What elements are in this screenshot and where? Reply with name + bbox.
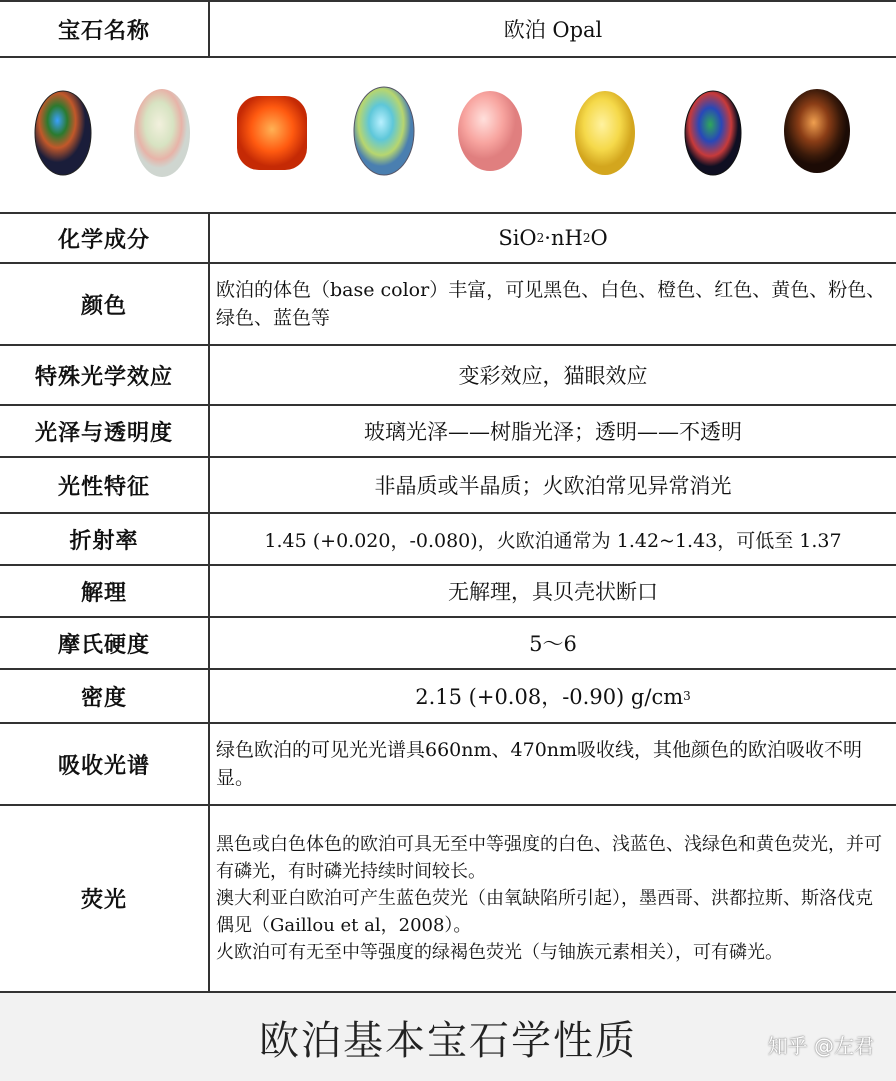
label-hardness: 摩氏硬度 bbox=[0, 618, 210, 668]
row-optic-character bbox=[0, 456, 896, 512]
row-absorption-spectrum bbox=[0, 722, 896, 804]
fluorescence-paragraph-3: 火欧泊可有无至中等强度的绿褐色荧光（与铀族元素相关），可有磷光。 bbox=[216, 942, 783, 963]
value-absorption-spectrum: 绿色欧泊的可见光光谱具660nm、470nm吸收线，其他颜色的欧泊吸收不明显。 bbox=[216, 739, 863, 789]
label-luster: 光泽与透明度 bbox=[0, 406, 210, 456]
value-luster: 玻璃光泽——树脂光泽；透明——不透明 bbox=[364, 420, 742, 444]
row-luster bbox=[0, 404, 896, 456]
watermark-text: 知乎 @左君 bbox=[767, 1034, 874, 1058]
fluorescence-paragraph-1: 黑色或白色体色的欧泊可具无至中等强度的白色、浅蓝色、浅绿色和黄色荧光，并可有磷光，有时磷光持续时间较长。 bbox=[216, 834, 882, 882]
value-optical-effect: 变彩效应，猫眼效应 bbox=[458, 364, 648, 388]
row-fluorescence bbox=[0, 804, 896, 993]
value-chemical: SiO 2 ·nH 2 O bbox=[498, 226, 608, 250]
gem-images-row bbox=[0, 56, 896, 212]
footer-title: 欧泊基本宝石学性质 bbox=[259, 1017, 637, 1064]
value-color: 欧泊的体色（base color）丰富，可见黑色、白色、橙色、红色、黄色、粉色、绿色、蓝色等 bbox=[216, 279, 886, 329]
label-optic-character: 光性特征 bbox=[0, 458, 210, 512]
watermark bbox=[768, 1030, 874, 1059]
crystal-opal-gem bbox=[354, 87, 414, 175]
footer bbox=[0, 993, 896, 1081]
fire-opal-gem bbox=[237, 96, 307, 170]
label-fluorescence: 荧光 bbox=[0, 806, 210, 991]
value-optic-character: 非晶质或半晶质；火欧泊常见异常消光 bbox=[374, 474, 732, 498]
label-refractive-index: 折射率 bbox=[0, 514, 210, 564]
label-chemical: 化学成分 bbox=[0, 214, 210, 262]
yellow-opal-gem bbox=[575, 91, 635, 175]
white-opal-gem bbox=[134, 89, 190, 177]
value-cleavage: 无解理，具贝壳状断口 bbox=[448, 580, 658, 604]
row-cleavage bbox=[0, 564, 896, 616]
row-gem-name bbox=[0, 0, 896, 56]
row-optical-effect bbox=[0, 344, 896, 404]
row-refractive-index bbox=[0, 512, 896, 564]
gem-images bbox=[0, 58, 896, 210]
row-density bbox=[0, 668, 896, 722]
value-fluorescence bbox=[210, 806, 896, 991]
row-chemical bbox=[0, 212, 896, 262]
row-color bbox=[0, 262, 896, 344]
value-refractive-index: 1.45 (+0.020，-0.080)，火欧泊通常为 1.42~1.43，可低至 1.37 bbox=[264, 529, 842, 552]
pink-opal-gem bbox=[458, 91, 522, 171]
value-gem-name: 欧泊 Opal bbox=[503, 18, 603, 42]
label-optical-effect: 特殊光学效应 bbox=[0, 346, 210, 404]
fluorescence-paragraph-2: 澳大利亚白欧泊可产生蓝色荧光（由氧缺陷所引起），墨西哥、洪都拉斯、斯洛伐克偶见（Gaillou et al，2008）。 bbox=[216, 888, 873, 936]
value-hardness: 5～6 bbox=[529, 632, 577, 656]
label-gem-name: 宝石名称 bbox=[0, 2, 210, 56]
row-hardness bbox=[0, 616, 896, 668]
label-cleavage: 解理 bbox=[0, 566, 210, 616]
label-color: 颜色 bbox=[0, 264, 210, 344]
dark-opal-gem bbox=[685, 91, 741, 175]
boulder-opal-gem bbox=[784, 89, 850, 173]
value-density: 2.15 (+0.08，-0.90) g/cm 3 bbox=[415, 685, 691, 709]
label-absorption-spectrum: 吸收光谱 bbox=[0, 724, 210, 804]
black-opal-gem bbox=[35, 91, 91, 175]
label-density: 密度 bbox=[0, 670, 210, 722]
